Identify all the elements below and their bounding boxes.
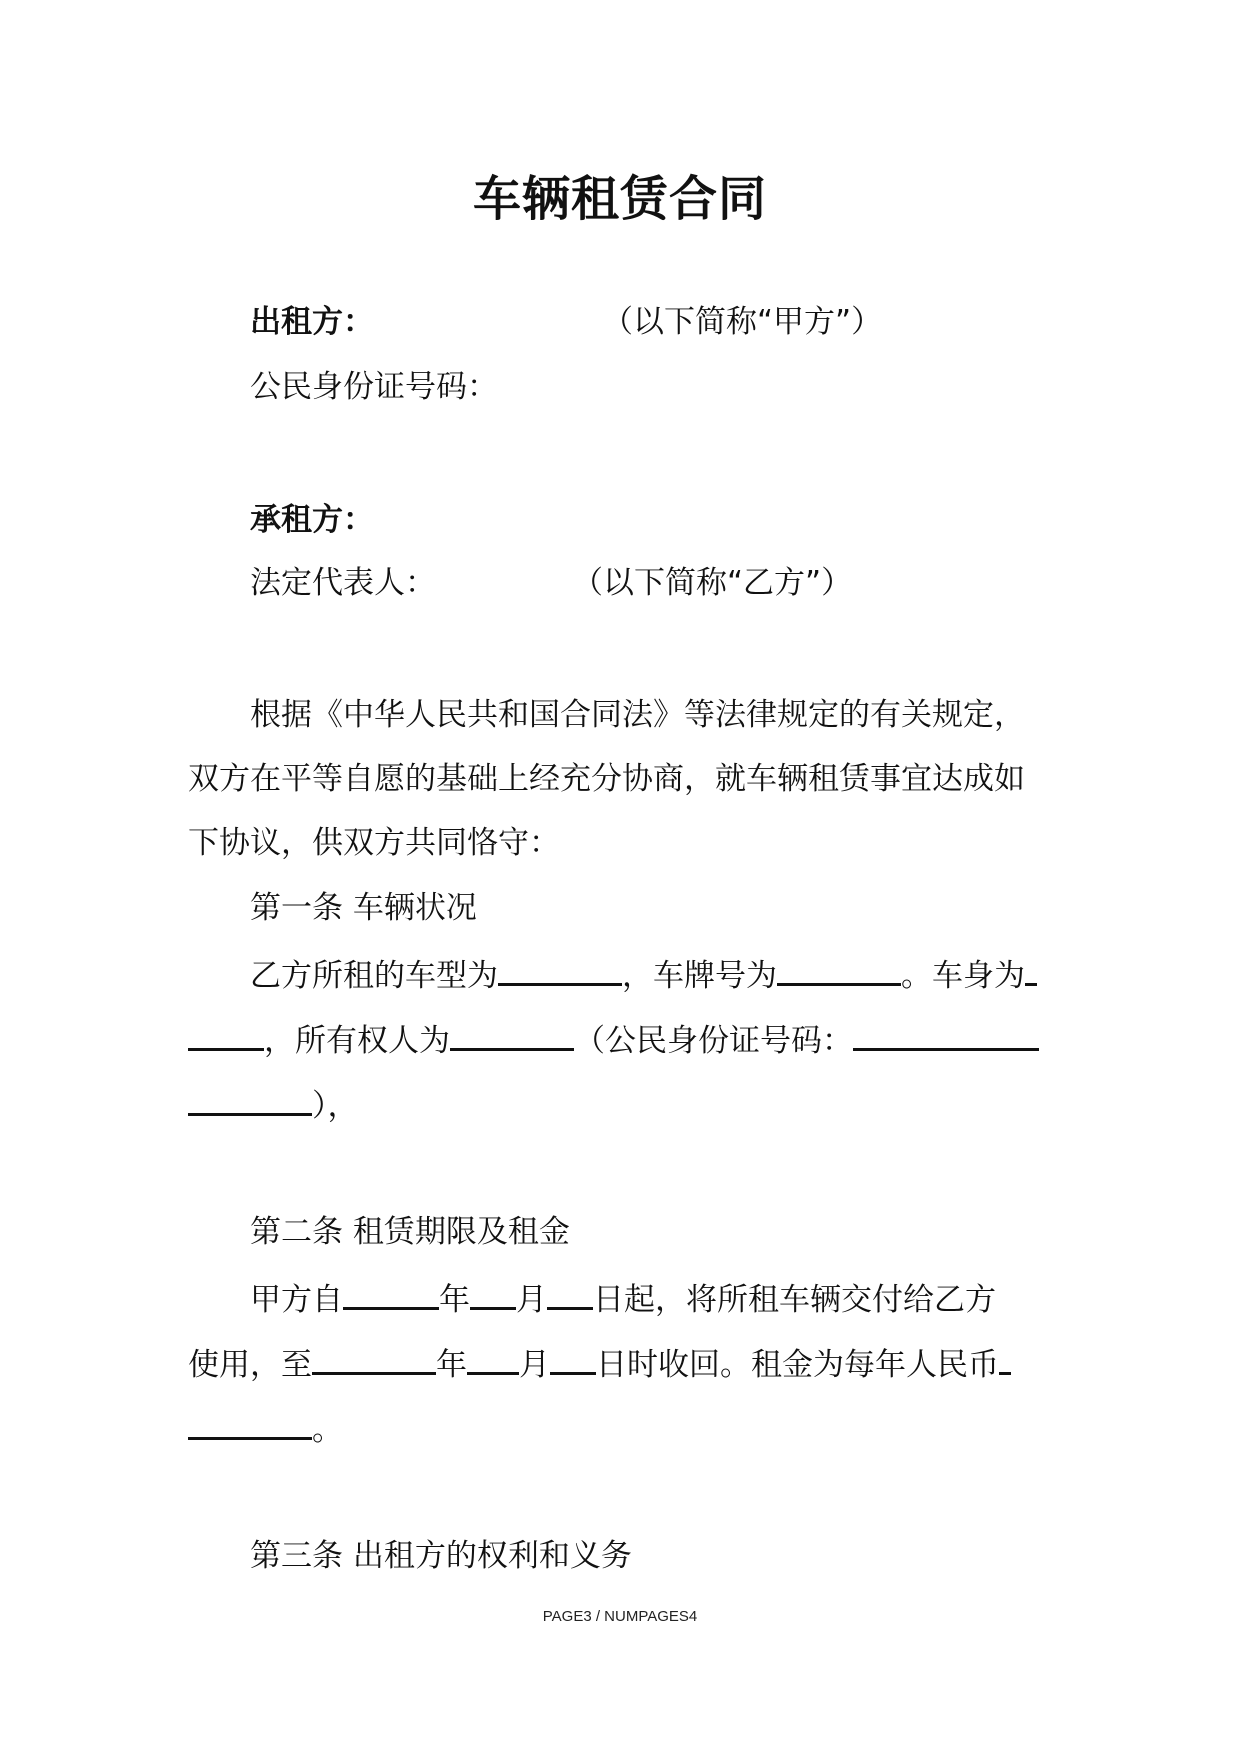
- owner-id-blank-end: [188, 1083, 312, 1116]
- article-1-heading: 第一条 车辆状况: [250, 890, 477, 926]
- a2-text-4: 日时收回。租金为每年人民币: [596, 1347, 999, 1383]
- start-year-blank: [343, 1277, 439, 1310]
- rent-blank-start: [999, 1342, 1011, 1375]
- a2-text-2: 日起，将所租车辆交付给乙方: [593, 1282, 996, 1318]
- body-color-blank-start: [1025, 953, 1037, 986]
- a1-text-5: （公民身份证号码：: [574, 1023, 853, 1059]
- end-day-blank: [550, 1342, 596, 1375]
- a2-year-2: 年: [436, 1347, 467, 1383]
- lessee-label: 承租方：: [250, 502, 374, 538]
- legal-rep-label: 法定代表人：: [250, 565, 436, 601]
- page-title: 车辆租赁合同: [472, 171, 767, 227]
- a2-month-2: 月: [519, 1347, 550, 1383]
- a2-text-3: 使用，至: [188, 1347, 312, 1383]
- end-year-blank: [312, 1342, 436, 1375]
- lessee-alias: （以下简称“乙方”）: [572, 565, 853, 601]
- article-2-line-3: [188, 1407, 343, 1450]
- rent-blank-end: [188, 1407, 312, 1440]
- a1-text-6: ），: [312, 1088, 359, 1124]
- preamble-line-3: 下协议，供双方共同恪守：: [188, 825, 560, 861]
- start-day-blank: [547, 1277, 593, 1310]
- a2-year-1: 年: [439, 1282, 470, 1318]
- lessor-label: 出租方：: [250, 304, 374, 340]
- end-month-blank: [467, 1342, 519, 1375]
- plate-number-blank: [777, 953, 901, 986]
- owner-id-blank-start: [853, 1018, 1039, 1051]
- a2-month-1: 月: [516, 1282, 547, 1318]
- article-2-line-2: [188, 1342, 1011, 1385]
- article-2-line-1: [250, 1277, 996, 1320]
- lessor-alias: （以下简称“甲方”）: [602, 304, 883, 340]
- a2-text-5: 。: [312, 1412, 343, 1448]
- a1-text-3: 。车身为: [901, 958, 1025, 994]
- article-2-heading: 第二条 租赁期限及租金: [250, 1214, 570, 1250]
- body-color-blank-end: [188, 1018, 264, 1051]
- car-model-blank: [498, 953, 622, 986]
- id-number-label: 公民身份证号码：: [250, 369, 498, 405]
- a2-text-1: 甲方自: [250, 1282, 343, 1318]
- article-3-heading: 第三条 出租方的权利和义务: [250, 1538, 632, 1574]
- a1-text-2: ，车牌号为: [622, 958, 777, 994]
- a1-text-1: 乙方所租的车型为: [250, 958, 498, 994]
- preamble-line-2: 双方在平等自愿的基础上经充分协商，就车辆租赁事宜达成如: [188, 761, 1025, 797]
- article-1-line-3: [188, 1083, 359, 1126]
- owner-blank: [450, 1018, 574, 1051]
- article-1-line-2: [188, 1018, 1039, 1061]
- a1-text-4: ，所有权人为: [264, 1023, 450, 1059]
- article-1-line-1: [250, 953, 1037, 996]
- start-month-blank: [470, 1277, 516, 1310]
- preamble-line-1: 根据《中华人民共和国合同法》等法律规定的有关规定，: [250, 697, 1025, 733]
- page-number-footer: PAGE3 / NUMPAGES4: [542, 1608, 698, 1625]
